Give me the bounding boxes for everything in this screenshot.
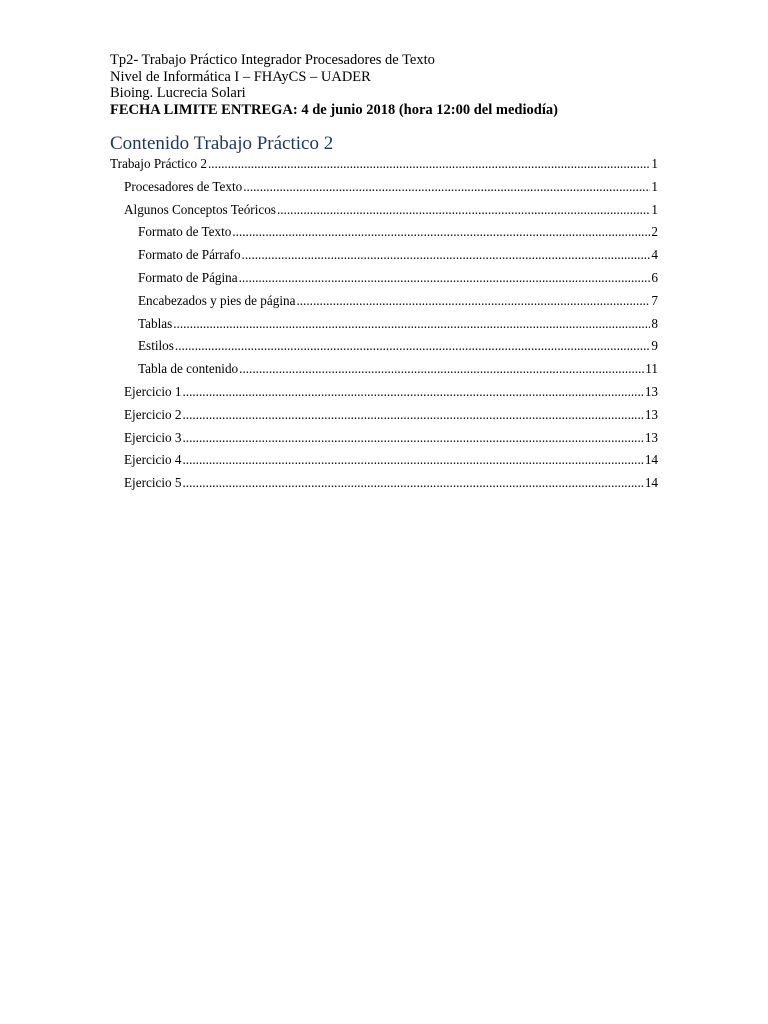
toc-entry-label: Procesadores de Texto bbox=[124, 178, 243, 194]
table-of-contents bbox=[110, 156, 658, 498]
toc-entry-label: Algunos Conceptos Teóricos bbox=[124, 201, 276, 217]
toc-dot-leader bbox=[239, 361, 644, 377]
toc-entry[interactable] bbox=[110, 270, 658, 293]
toc-entry-label: Ejercicio 2 bbox=[124, 406, 182, 422]
toc-dot-leader bbox=[182, 452, 643, 468]
toc-entry[interactable] bbox=[110, 452, 658, 475]
toc-entry-label: Tabla de contenido bbox=[138, 361, 239, 377]
toc-entry-page: 6 bbox=[651, 269, 658, 285]
toc-entry[interactable] bbox=[110, 179, 658, 202]
toc-dot-leader bbox=[242, 247, 651, 263]
header-deadline: FECHA LIMITE ENTREGA: 4 de junio 2018 (hora 12:00 del mediodía) bbox=[110, 101, 558, 118]
document-page bbox=[110, 52, 658, 498]
toc-entry[interactable] bbox=[110, 293, 658, 316]
toc-entry-page: 14 bbox=[644, 452, 658, 468]
toc-entry-page: 1 bbox=[651, 156, 658, 171]
toc-title: Contenido Trabajo Práctico 2 bbox=[110, 133, 334, 154]
toc-entry[interactable] bbox=[110, 475, 658, 498]
toc-entry-page: 13 bbox=[644, 383, 658, 399]
toc-entry-label: Trabajo Práctico 2 bbox=[110, 156, 207, 171]
toc-entry-label: Formato de Párrafo bbox=[138, 247, 241, 263]
toc-entry[interactable] bbox=[110, 430, 658, 453]
toc-entry[interactable] bbox=[110, 384, 658, 407]
toc-entry-page: 1 bbox=[651, 178, 658, 194]
toc-entry[interactable] bbox=[110, 361, 658, 384]
toc-dot-leader bbox=[182, 475, 643, 491]
header-author: Bioing. Lucrecia Solari bbox=[110, 85, 246, 101]
toc-dot-leader bbox=[173, 316, 650, 332]
toc-dot-leader bbox=[182, 384, 643, 400]
toc-entry-page: 14 bbox=[644, 475, 658, 491]
toc-entry-label: Ejercicio 5 bbox=[124, 475, 182, 491]
toc-dot-leader bbox=[243, 179, 650, 195]
toc-entry-label: Formato de Texto bbox=[138, 224, 232, 240]
toc-dot-leader bbox=[296, 293, 650, 309]
toc-entry-page: 11 bbox=[645, 361, 658, 377]
toc-entry-label: Encabezados y pies de página bbox=[138, 292, 296, 308]
toc-entry-page: 8 bbox=[651, 315, 658, 331]
toc-entry-page: 7 bbox=[651, 292, 658, 308]
toc-dot-leader bbox=[182, 430, 643, 446]
toc-entry[interactable] bbox=[110, 338, 658, 361]
toc-dot-leader bbox=[182, 407, 643, 423]
toc-entry-label: Estilos bbox=[138, 338, 174, 354]
toc-entry[interactable] bbox=[110, 202, 658, 225]
toc-entry-page: 2 bbox=[651, 224, 658, 240]
toc-entry-label: Ejercicio 4 bbox=[124, 452, 182, 468]
toc-entry-label: Ejercicio 3 bbox=[124, 429, 182, 445]
header-course: Nivel de Informática I – FHAyCS – UADER bbox=[110, 68, 371, 85]
toc-entry-label: Ejercicio 1 bbox=[124, 383, 182, 399]
toc-dot-leader bbox=[232, 224, 650, 240]
toc-entry-label: Formato de Página bbox=[138, 269, 238, 285]
toc-entry-page: 13 bbox=[644, 429, 658, 445]
toc-dot-leader bbox=[175, 338, 651, 354]
toc-entry-page: 13 bbox=[644, 406, 658, 422]
toc-entry[interactable] bbox=[110, 316, 658, 339]
toc-entry[interactable] bbox=[110, 156, 658, 179]
toc-dot-leader bbox=[208, 156, 650, 172]
toc-entry-page: 1 bbox=[651, 201, 658, 217]
header-title: Tp2- Trabajo Práctico Integrador Procesadores de Texto bbox=[110, 52, 435, 68]
toc-entry[interactable] bbox=[110, 224, 658, 247]
toc-entry[interactable] bbox=[110, 247, 658, 270]
toc-entry-label: Tablas bbox=[138, 315, 173, 331]
toc-entry-page: 9 bbox=[651, 338, 658, 354]
toc-entry-page: 4 bbox=[651, 247, 658, 263]
toc-dot-leader bbox=[239, 270, 651, 286]
toc-dot-leader bbox=[277, 202, 650, 218]
toc-entry[interactable] bbox=[110, 407, 658, 430]
